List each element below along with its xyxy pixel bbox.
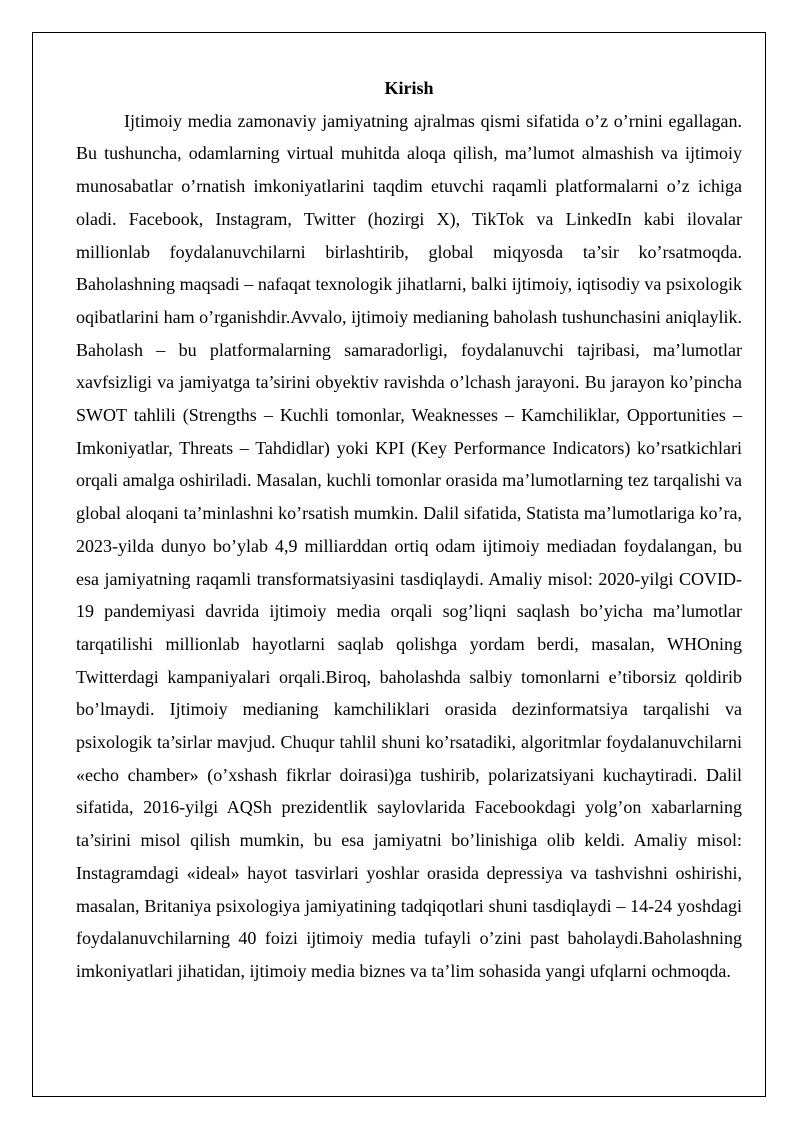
section-title: Kirish [384,78,434,98]
document-content [76,72,742,988]
body-paragraph: Ijtimoiy media zamonaviy jamiyatning ajralmas qismi sifatida o’z o’rnini egallagan. Bu tushuncha, odamlarning virtual muhitda aloqa qilish, ma’lumot almashish va ijtimoiy munosabatlar o’rnatish imkoniyatlarini taqdim etuvchi raqamli platformalarni o’z ichiga oladi. Facebook, Instagram, Twitter (hozirgi X), TikTok va LinkedIn kabi ilovalar millionlab foydalanuvchilarni birlashtirib, global miqyosda ta’sir ko’rsatmoqda. Baholashning maqsadi – nafaqat texnologik jihatlarni, balki ijtimoiy, iqtisodiy va psixologik oqibatlarini ham o’rganishdir.Avvalo, ijtimoiy medianing baholash tushunchasini aniqlaylik. Baholash – bu platformalarning samaradorligi, foydalanuvchi tajribasi, ma’lumotlar xavfsizligi va jamiyatga ta’sirini obyektiv ravishda o’lchash jarayoni. Bu jarayon ko’pincha SWOT tahlili (Strengths – Kuchli tomonlar, Weaknesses – Kamchiliklar, Opportunities – Imkoniyatlar, Threats – Tahdidlar) yoki KPI (Key Performance Indicators) ko’rsatkichlari orqali amalga oshiriladi. Masalan, kuchli tomonlar orasida ma’lumotlarning tez tarqalishi va global aloqani ta’minlashni ko’rsatish mumkin. Dalil sifatida, Statista ma’lumotlariga ko’ra, 2023-yilda dunyo bo’ylab 4,9 milliarddan ortiq odam ijtimoiy mediadan foydalangan, bu esa jamiyatning raqamli transformatsiyasini tasdiqlaydi. Amaliy misol: 2020-yilgi COVID-19 pandemiyasi davrida ijtimoiy media orqali sog’liqni saqlash bo’yicha ma’lumotlar tarqatilishi millionlab hayotlarni saqlab qolishga yordam berdi, masalan, WHOning Twitterdagi kampaniyalari orqali.Biroq, baholashda salbiy tomonlarni e’tiborsiz qoldirib bo’lmaydi. Ijtimoiy medianing kamchiliklari orasida dezinformatsiya tarqalishi va psixologik ta’sirlar mavjud. Chuqur tahlil shuni ko’rsatadiki, algoritmlar foydalanuvchilarni «echo chamber» (o’xshash fikrlar doirasi)ga tushirib, polarizatsiyani kuchaytiradi. Dalil sifatida, 2016-yilgi AQSh prezidentlik saylovlarida Facebookdagi yolg’on xabarlarning ta’sirini misol qilish mumkin, bu esa jamiyatni bo’linishiga olib keldi. Amaliy misol: Instagramdagi «ideal» hayot tasvirlari yoshlar orasida depressiya va tashvishni oshirishi, masalan, Britaniya psixologiya jamiyatining tadqiqotlari shuni tasdiqlaydi – 14-24 yoshdagi foydalanuvchilarning 40 foizi ijtimoiy media tufayli o’zini past baholaydi.Baholashning imkoniyatlari jihatidan, ijtimoiy media biznes va ta’lim sohasida yangi ufqlarni ochmoqda. [76,110,742,981]
